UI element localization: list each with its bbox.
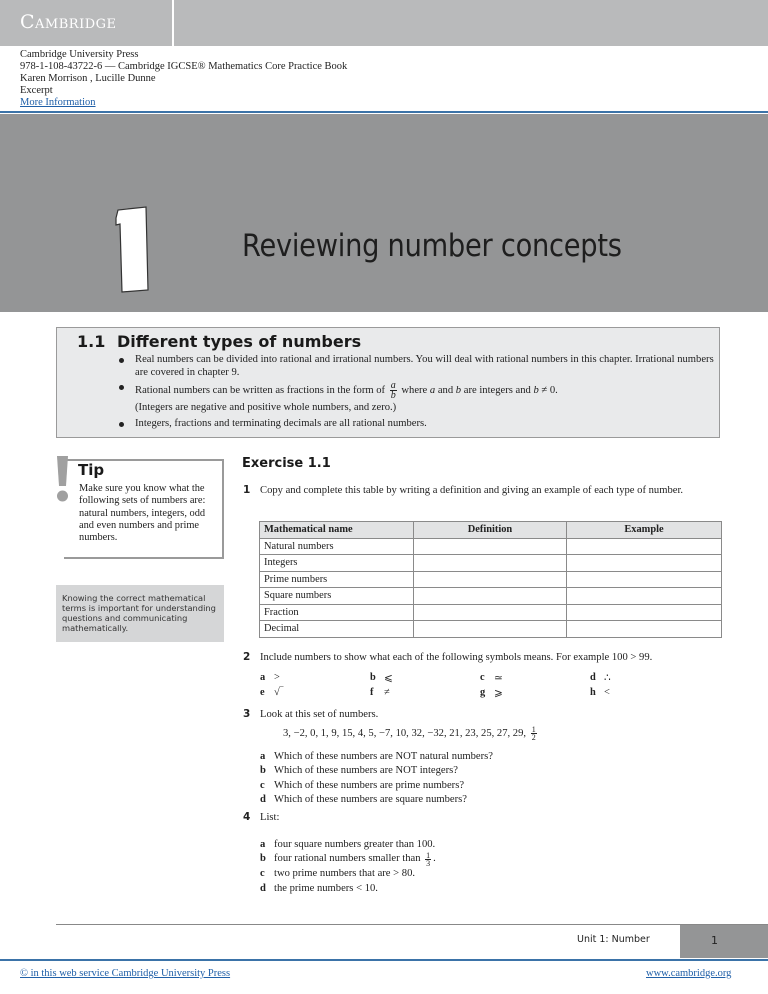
book-metadata xyxy=(20,49,347,109)
key-point-note: (Integers are negative and positive whole numbers, and zero.) xyxy=(135,402,397,413)
sub-question: b four rational numbers smaller than $\frac{1}{3}$ . xyxy=(260,851,436,869)
question-2 xyxy=(243,651,730,665)
cell-definition xyxy=(414,571,567,588)
fraction-a-over-b: $\frac{a}{b}$ xyxy=(390,380,396,401)
question-number: 2 xyxy=(243,651,251,663)
chapter-title: Reviewing number concepts xyxy=(242,228,622,264)
table-row xyxy=(260,604,722,621)
tip-title: Tip xyxy=(78,461,105,479)
key-point: Real numbers can be divided into rational and irrational numbers. You will deal with rational numbers in this chapter. Irrational numbers are covered in chapter 9. xyxy=(119,354,719,379)
question-number: 1 xyxy=(243,484,251,496)
question-text: List: xyxy=(260,812,280,823)
symbol-item: f ≠ xyxy=(370,687,390,698)
table-header-row xyxy=(260,522,722,539)
fraction-one-third: $\frac{1}{3}$ xyxy=(426,851,431,869)
key-points-list xyxy=(119,354,719,430)
sub-question: a Which of these numbers are NOT natural numbers? xyxy=(260,751,493,762)
cell-name: Decimal xyxy=(260,621,414,638)
sub-question: d Which of these numbers are square numbers? xyxy=(260,794,467,806)
note-box: Knowing the correct mathematical terms is important for understanding questions and communicating mathematically. xyxy=(56,585,224,642)
cell-example xyxy=(567,604,722,621)
sub-question: d the prime numbers < 10. xyxy=(260,882,378,894)
logo-cell xyxy=(0,0,174,46)
question-text: Look at this set of numbers. xyxy=(260,709,379,720)
question-4-parts xyxy=(260,838,436,896)
header-divider xyxy=(0,111,768,113)
cambridge-logo: Cambridge xyxy=(20,11,117,33)
cell-example xyxy=(567,621,722,638)
question-text: Copy and complete this table by writing a definition and giving an example of each type of number. xyxy=(260,485,684,496)
question-number: 3 xyxy=(243,708,251,720)
column-header: Definition xyxy=(414,522,567,539)
copyright-link[interactable]: © in this web service Cambridge University Press xyxy=(20,968,231,979)
more-information-link[interactable]: More Information xyxy=(20,97,96,108)
section-number: 1.1 xyxy=(77,332,106,351)
sub-question: c Which of these numbers are prime numbers? xyxy=(260,779,465,791)
cell-definition xyxy=(414,604,567,621)
authors: Karen Morrison , Lucille Dunne xyxy=(20,73,156,84)
table-row xyxy=(260,538,722,555)
question-text: Include numbers to show what each of the following symbols means. For example 100 > 99. xyxy=(260,652,653,663)
fraction-one-half: $\frac{1}{2}$ xyxy=(531,725,536,742)
cell-name: Prime numbers xyxy=(260,571,414,588)
table-row xyxy=(260,621,722,638)
excerpt-label: Excerpt xyxy=(20,85,53,96)
key-point: Integers, fractions and terminating decimals are all rational numbers. xyxy=(119,418,719,431)
exercise-title: Exercise 1.1 xyxy=(242,456,331,471)
cell-definition xyxy=(414,621,567,638)
cell-name: Square numbers xyxy=(260,588,414,605)
table-row xyxy=(260,588,722,605)
cell-example xyxy=(567,538,722,555)
question-3 xyxy=(243,708,720,722)
section-title: Different types of numbers xyxy=(117,332,362,351)
symbol-item: d ∴ xyxy=(590,672,611,684)
question-4 xyxy=(243,811,720,825)
cell-definition xyxy=(414,555,567,572)
question-3-parts xyxy=(260,750,493,808)
key-point: Rational numbers can be written as fractions in the form of $\frac{a}{b}$ where a and b are integers and b ≠ 0. xyxy=(119,381,719,400)
symbol-item: h < xyxy=(590,687,610,698)
page-number-box xyxy=(680,925,768,958)
bottom-divider xyxy=(0,959,768,961)
symbol-item: c ≃ xyxy=(480,672,503,684)
number-set: 3, −2, 0, 1, 9, 15, 4, 5, −7, 10, 32, −32, 21, 23, 25, 27, 29, $\frac{1}{2}$ xyxy=(283,725,536,742)
page-number: 1 xyxy=(711,934,718,947)
tip-text: Make sure you know what the following sets of numbers are: natural numbers, integers, odd and even numbers and prime numbers. xyxy=(79,483,206,544)
key-points-box xyxy=(56,327,720,438)
publisher-header-bar xyxy=(0,0,768,46)
cell-name: Integers xyxy=(260,555,414,572)
exclamation-icon xyxy=(56,456,70,504)
sub-question: b Which of these numbers are NOT integers? xyxy=(260,765,458,777)
sub-question: a four square numbers greater than 100. xyxy=(260,839,436,850)
question-1 xyxy=(243,484,720,498)
cell-example xyxy=(567,588,722,605)
cell-definition xyxy=(414,538,567,555)
column-header: Example xyxy=(567,522,722,539)
table-row xyxy=(260,555,722,572)
symbols-grid xyxy=(260,672,700,702)
symbol-item: e √‾ xyxy=(260,687,284,698)
symbol-item: a > xyxy=(260,672,280,683)
cell-name: Fraction xyxy=(260,604,414,621)
sub-question: c two prime numbers that are > 80. xyxy=(260,868,416,880)
question-number: 4 xyxy=(243,811,251,823)
cambridge-website-link[interactable]: www.cambridge.org xyxy=(646,968,732,979)
symbol-item: g ⩾ xyxy=(480,687,503,699)
number-types-table xyxy=(259,521,722,638)
key-point-text: Rational numbers can be written as fractions in the form of xyxy=(135,384,386,396)
unit-label: Unit 1: Number xyxy=(577,934,650,945)
footer-divider xyxy=(56,924,768,925)
column-header: Mathematical name xyxy=(260,522,414,539)
chapter-number-graphic xyxy=(112,206,156,294)
cell-definition xyxy=(414,588,567,605)
cell-example xyxy=(567,555,722,572)
table-row xyxy=(260,571,722,588)
cell-example xyxy=(567,571,722,588)
isbn-title: 978-1-108-43722-6 — Cambridge IGCSE® Mathematics Core Practice Book xyxy=(20,61,348,72)
publisher-name: Cambridge University Press xyxy=(20,49,139,60)
cell-name: Natural numbers xyxy=(260,538,414,555)
symbol-item: b ⩽ xyxy=(370,672,393,684)
